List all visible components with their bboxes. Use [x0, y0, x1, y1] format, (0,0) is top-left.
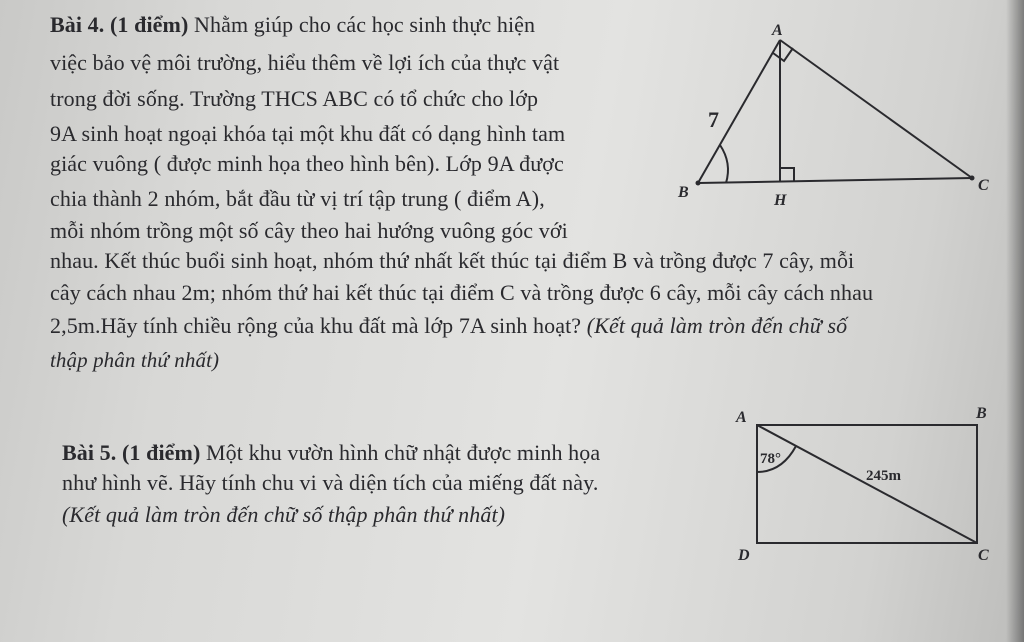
p5-line-1: Bài 5. (1 điểm) Một khu vườn hình chữ nhật được minh họa [62, 440, 601, 465]
p4-label-a: A [772, 22, 783, 39]
p5-line-2: như hình vẽ. Hãy tính chu vi và diện tích của miếng đất này. [62, 470, 599, 495]
p4-label-c: C [978, 177, 989, 194]
p5-angle-label: 78° [760, 451, 781, 467]
p4-line-7: mỗi nhóm trồng một số cây theo hai hướng vuông góc với [50, 218, 568, 243]
p4-line-6: chia thành 2 nhóm, bắt đầu từ vị trí tập trung ( điểm A), [50, 186, 545, 211]
p4-right-angle-a [773, 48, 793, 61]
p5-label-a: A [736, 409, 747, 426]
p4-line-3: trong đời sống. Trường THCS ABC có tổ chức cho lớp [50, 86, 539, 111]
p4-line-2: việc bảo vệ môi trường, hiểu thêm về lợi ích của thực vật [50, 50, 560, 75]
page-edge-shadow [1006, 0, 1024, 642]
p4-triangle-figure [680, 15, 1000, 215]
p4-line-1: Bài 4. (1 điểm) Nhằm giúp cho các học sinh thực hiện [50, 12, 536, 37]
p4-line-11: thập phân thứ nhất) [50, 348, 220, 372]
p5-label-c: C [978, 547, 989, 564]
p4-line-9: cây cách nhau 2m; nhóm thứ hai kết thúc tại điểm C và trồng được 6 cây, mỗi cây cách nhau [50, 280, 874, 305]
p4-right-angle-h [780, 168, 794, 182]
p4-side-ac [780, 40, 972, 178]
p5-line-3: (Kết quả làm tròn đến chữ số thập phân thứ nhất) [62, 502, 506, 527]
p5-rectangle-figure [730, 400, 1000, 570]
p4-label-h: H [774, 192, 787, 209]
p4-line-4: 9A sinh hoạt ngoại khóa tại một khu đất có dạng hình tam [50, 121, 566, 146]
p4-angle-b-arc [720, 145, 728, 183]
p4-line-10: 2,5m.Hãy tính chiều rộng của khu đất mà lớp 7A sinh hoạt? (Kết quả làm tròn đến chữ số [50, 313, 848, 338]
p4-mark-7: 7 [708, 107, 719, 132]
p4-point-b [696, 181, 701, 186]
p5-diagonal-ac [757, 425, 977, 543]
p4-point-c [970, 176, 975, 181]
p5-label-d: D [738, 547, 750, 564]
p5-label-b: B [976, 405, 987, 422]
p5-diagonal-label: 245m [866, 468, 901, 484]
p4-heading: Bài 4. (1 điểm) [50, 12, 189, 37]
p4-side-bc [698, 178, 972, 183]
p4-label-b: B [678, 184, 689, 201]
p4-line-5: giác vuông ( được minh họa theo hình bên). Lớp 9A được [50, 151, 564, 176]
p5-heading: Bài 5. (1 điểm) [62, 440, 201, 465]
p4-line-8: nhau. Kết thúc buổi sinh hoạt, nhóm thứ nhất kết thúc tại điểm B và trồng được 7 cây, mỗi [50, 248, 855, 273]
